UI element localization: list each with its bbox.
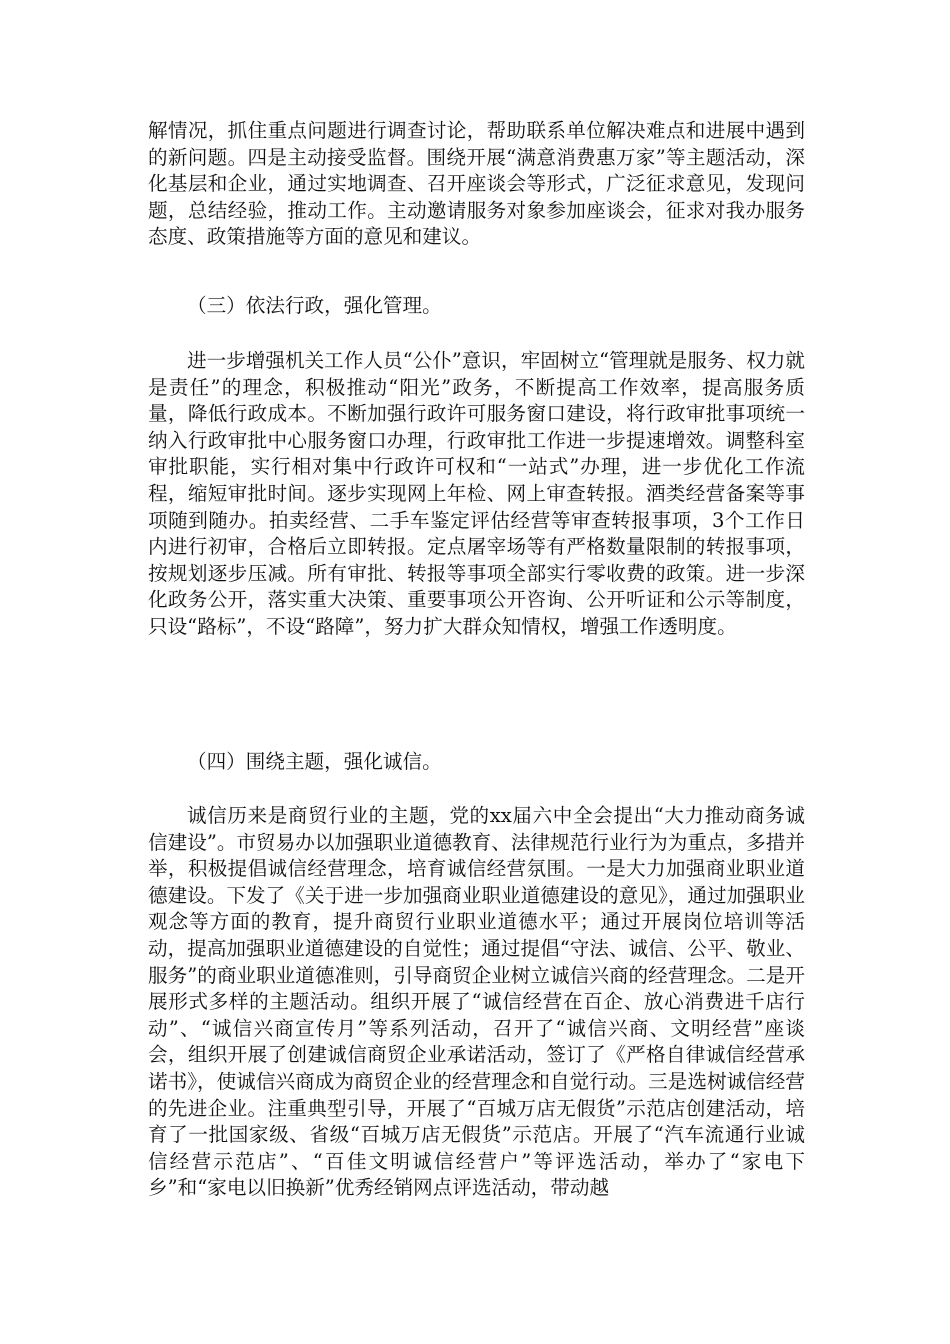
body-paragraph-integrity: 诚信历来是商贸行业的主题，党的xx届六中全会提出“大力推动商务诚信建设”。市贸易办以加强职业道德教育、法律规范行业行为为重点，多措并举，积极提倡诚信经营理念，培育诚信经营氛围。一是大力加强商业职业道德建设。下发了《关于进一步加强商业职业道德建设的意见》，通过加强职业观念等方面的教育，提升商贸行业职业道德水平；通过开展岗位培训等活动，提高加强职业道德建设的自觉性；通过提倡“守法、诚信、公平、敬业、服务”的商业职业道德准则，引导商贸企业树立诚信兴商的经营理念。二是开展形式多样的主题活动。组织开展了“诚信经营在百企、放心消费进千店行动”、“诚信兴商宣传月”等系列活动，召开了“诚信兴商、文明经营”座谈会，组织开展了创建诚信商贸企业承诺活动，签订了《严格自律诚信经营承诺书》，使诚信兴商成为商贸企业的经营理念和自觉行动。三是选树诚信经营的先进企业。注重典型引导，开展了“百城万店无假货”示范店创建活动，培育了一批国家级、省级“百城万店无假货”示范店。开展了“汽车流通行业诚信经营示范店”、“百佳文明诚信经营户”等评选活动，举办了“家电下乡”和“家电以旧换新”优秀经销网点评选活动，带动越: [148, 804, 805, 1200]
body-paragraph-continued: 解情况，抓住重点问题进行调查讨论，帮助联系单位解决难点和进展中遇到的新问题。四是主动接受监督。围绕开展“满意消费惠万家”等主题活动，深化基层和企业，通过实地调查、召开座谈会等形式，广泛征求意见，发现问题，总结经验，推动工作。主动邀请服务对象参加座谈会，征求对我办服务态度、政策措施等方面的意见和建议。: [148, 119, 805, 249]
section-heading-4: （四）围绕主题，强化诚信。: [187, 750, 442, 773]
section-heading-3: （三）依法行政，强化管理。: [187, 294, 442, 317]
body-paragraph-administration: 进一步增强机关工作人员“公仆”意识，牢固树立“管理就是服务、权力就是责任”的理念，积极推动“阳光”政务，不断提高工作效率，提高服务质量，降低行政成本。不断加强行政许可服务窗口建设，将行政审批事项统一纳入行政审批中心服务窗口办理，行政审批工作进一步提速增效。调整科室审批职能，实行相对集中行政许可权和“一站式”办理，进一步优化工作流程，缩短审批时间。逐步实现网上年检、网上审查转报。酒类经营备案等事项随到随办。拍卖经营、二手车鉴定评估经营等审查转报事项，3个工作日内进行初审，合格后立即转报。定点屠宰场等有严格数量限制的转报事项，按规划逐步压减。所有审批、转报等事项全部实行零收费的政策。进一步深化政务公开，落实重大决策、重要事项公开咨询、公开听证和公示等制度，只设“路标”，不设“路障”，努力扩大群众知情权，增强工作透明度。: [148, 349, 805, 638]
